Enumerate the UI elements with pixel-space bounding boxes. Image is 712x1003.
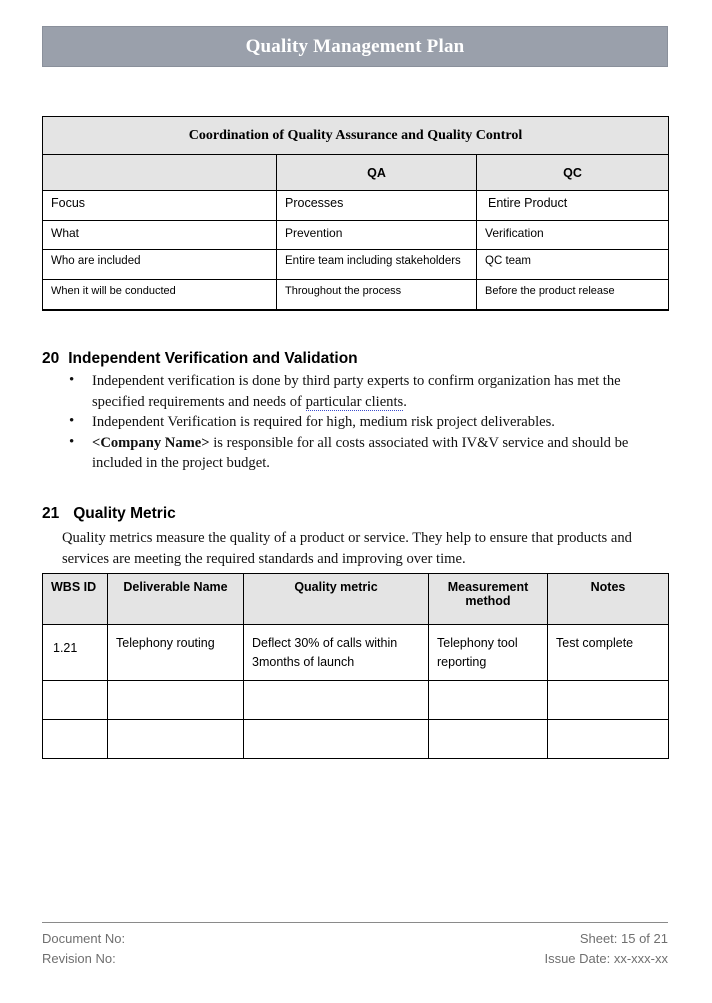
qa-qc-table-caption: Coordination of Quality Assurance and Quality Control	[43, 117, 669, 155]
table-row-header	[43, 574, 669, 625]
metric-cell-quality-metric-empty-1	[244, 681, 429, 720]
qa-qc-header-blank	[43, 155, 277, 191]
quality-metric-table	[42, 573, 669, 759]
qa-qc-cell-label-what: What	[43, 221, 277, 250]
metric-header-wbs-id: WBS ID	[43, 574, 108, 625]
bullet-1-text-after: .	[403, 393, 407, 410]
section-heading-21	[42, 505, 176, 523]
table-row	[43, 625, 669, 681]
qa-qc-cell-qa-when: Throughout the process	[277, 280, 477, 310]
list-item	[62, 412, 670, 433]
qa-qc-cell-qc-who: QC team	[477, 250, 669, 280]
qa-qc-cell-label-who: Who are included	[43, 250, 277, 280]
qa-qc-cell-label-focus: Focus	[43, 191, 277, 221]
footer-revision-no: Revision No:	[42, 950, 116, 966]
table-row-header	[43, 155, 669, 191]
footer-sheet-number: Sheet: 15 of 21	[579, 931, 668, 946]
section-21-number: 21	[42, 505, 60, 522]
document-title-banner	[42, 26, 668, 67]
metric-cell-wbs-id-empty-1	[43, 681, 108, 720]
qa-qc-cell-qc-when: Before the product release	[477, 280, 669, 310]
metric-cell-deliverable-name-empty-1	[108, 681, 244, 720]
qa-qc-header-qc: QC	[477, 155, 669, 191]
metric-header-deliverable-name: Deliverable Name	[108, 574, 244, 625]
footer-document-no: Document No:	[42, 931, 126, 946]
table-row	[43, 280, 669, 310]
footer-issue-date: Issue Date: xx-xxx-xx	[544, 950, 668, 966]
qa-qc-cell-qc-focus: Entire Product	[477, 191, 669, 221]
metric-header-quality-metric: Quality metric	[244, 574, 429, 625]
metric-header-measurement-method: Measurement method	[429, 574, 548, 625]
metric-cell-measurement-method-empty-2	[429, 720, 548, 759]
table-row	[43, 681, 669, 720]
section-20-title: Independent Verification and Validation	[68, 350, 358, 367]
bullet-1-flagged-phrase: particular clients	[305, 393, 404, 410]
metric-cell-deliverable-name-empty-2	[108, 720, 244, 759]
qa-qc-cell-qc-what: Verification	[477, 221, 669, 250]
qa-qc-cell-qa-focus: Processes	[277, 191, 477, 221]
bullet-3-company-placeholder: <Company Name>	[92, 434, 210, 451]
qa-qc-cell-qa-who: Entire team including stakeholders	[277, 250, 477, 280]
table-row	[43, 250, 669, 280]
footer-right-column	[544, 929, 668, 968]
section-20-number: 20	[42, 350, 60, 367]
metric-cell-notes: Test complete	[548, 625, 669, 681]
metric-cell-notes-empty-1	[548, 681, 669, 720]
section-21-title: Quality Metric	[73, 505, 176, 522]
metric-cell-wbs-id-empty-2	[43, 720, 108, 759]
table-row	[43, 720, 669, 759]
table-row	[43, 221, 669, 250]
footer-divider	[42, 922, 668, 923]
section-heading-20	[42, 350, 358, 368]
bullet-1-text: Independent verification is done by third party experts to confirm organization has met the specified requirements and needs of	[92, 373, 621, 410]
qa-qc-cell-qa-what: Prevention	[277, 221, 477, 250]
qa-qc-coordination-table	[42, 116, 669, 311]
list-item	[62, 433, 670, 474]
metric-cell-measurement-method-empty-1	[429, 681, 548, 720]
bullet-2-text: Independent Verification is required for high, medium risk project deliverables.	[92, 414, 555, 430]
metric-header-notes: Notes	[548, 574, 669, 625]
metric-cell-wbs-id: 1.21	[43, 625, 108, 681]
ivv-bullet-list	[62, 371, 670, 474]
metric-cell-deliverable-name: Telephony routing	[108, 625, 244, 681]
metric-cell-measurement-method: Telephony tool reporting	[429, 625, 548, 681]
metric-cell-quality-metric-empty-2	[244, 720, 429, 759]
bullet-3-text: is responsible for all costs associated with IV&V service and should be included in the project budget.	[92, 434, 629, 471]
list-item	[62, 371, 670, 412]
qa-qc-cell-label-when: When it will be conducted	[43, 280, 277, 310]
page-title: Quality Management Plan	[245, 35, 465, 57]
table-row	[43, 191, 669, 221]
qa-qc-header-qa: QA	[277, 155, 477, 191]
page-footer	[42, 922, 668, 968]
table-row-caption	[43, 117, 669, 155]
quality-metric-paragraph: Quality metrics measure the quality of a product or service. They help to ensure that products and services are meeting the required standards and improving over time.	[62, 530, 632, 567]
footer-content	[42, 929, 668, 968]
footer-left-column	[42, 929, 125, 968]
metric-cell-quality-metric: Deflect 30% of calls within 3months of launch	[244, 625, 429, 681]
metric-cell-notes-empty-2	[548, 720, 669, 759]
